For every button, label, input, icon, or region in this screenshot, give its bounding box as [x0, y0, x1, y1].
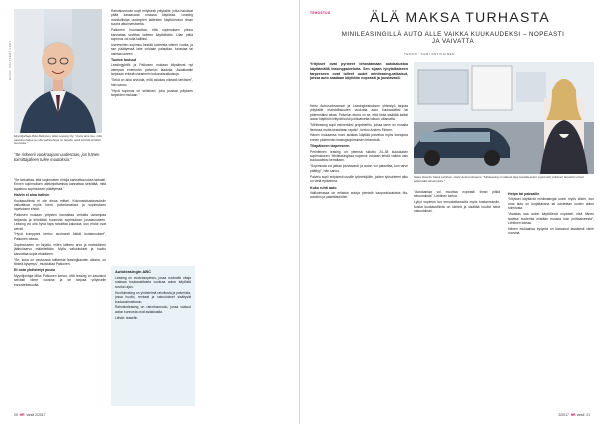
- right-column-2: [414, 190, 500, 406]
- issue-label: viesti 2/2017: [26, 413, 46, 417]
- paragraph: "Se, kuka on vastuussa laitteesta leasingkauden aikana, on tärkeä kysymys", muistuttaa Palkonen.: [14, 257, 106, 266]
- right-page: [300, 0, 600, 424]
- paragraph: Myyntijohtaja Mika Palkonen kertoo, että leasing on kasvanut selvästi viime vuosina ja se tarjoaa yritykselle ennustettavuutta.: [14, 273, 106, 287]
- portrait-illustration: [14, 9, 102, 133]
- info-box-title: Autoleasingin ABC: [115, 269, 152, 274]
- paragraph: "Sopimusta voi jatkaa joustavasti, ja auton voi palauttaa, kun tarve päättyy", hän sanoo.: [310, 164, 408, 173]
- subheading: Halvin ei aina hallvin: [14, 193, 50, 198]
- showroom-photo: [414, 62, 594, 174]
- section-tag: TEHOSTUS: [310, 11, 331, 15]
- paragraph: Palvelu sopii erityisesti uusille työntekijöille, joiden työsuhteen alku on vielä epävarma.: [310, 174, 408, 184]
- paragraph: Yritykset käyttävät minileasingia usein myös silloin, kun oma auto on korjattavana tai odotetaan uuden auton toimitusta.: [508, 197, 594, 211]
- paragraph: Lyhyt sopimus tuo ennustettavuutta myös kustannuksiin, koska kuukausihinta on kiinteä ja sisältää huollot sekä vakuutukset.: [414, 200, 500, 214]
- paragraph: Palkosen mukaan yritysten kannattaa vertailla useampaa tarjousta ja kiinnittää huomiota sopimuksen joustavuuteen. Leasing voi olla hyvä tapa rahoittaa kalustoa, kun ehdot ovat selvät.: [14, 213, 106, 231]
- left-column-3-blank: [198, 9, 290, 405]
- lead-text: MINILEASINGILLÄ AUTO ALLE VAIKKA KUUKAUDEKSI – NOPEASTI JA VAIVATTA: [341, 31, 565, 46]
- intro-paragraph: Yritykset ovat pyrineet tehostamaan autokalustoa käyttämällä leasingpalveluita. Sen sijaan lyhytaikaiseen tarpeeseen ovat tulleet uudet minileasing-ratkaisut, joissa auto saadaan käyttöön nopeasti ja joustavasti.: [310, 62, 408, 81]
- paragraph: Useimmiten sopimus kestää kolmesta viiteen vuotta, ja sen päättyessä laite voidaan palauttaa, lunastaa tai vaihtaa uuteen.: [111, 42, 193, 56]
- paragraph: "Hyvä kumppani kertoo avoimesti kaikki kustannukset", Palkonen toteaa.: [14, 232, 106, 241]
- info-box-body: [115, 276, 191, 400]
- paragraph: "Sekä on aika arvioida, mitä asiakas oikeasti tarvitsee", hän sanoo.: [111, 78, 193, 87]
- pull-quote: "Se riskeerii vuokraajaan uudestaan, jos hänen toimittajalleen tulee muutoksia.": [14, 152, 100, 163]
- paragraph: Sopimukseen on kirjattu, miten laitteen arvo ja mahdollinen jäännösarvo määritellään. Myös vakuutukset ja huolto kannattaa sopia etukäteen.: [14, 242, 106, 256]
- photo-caption: Sales Director Kaisa Lehtinen, Hertz Autovuokraamo: "Minileasing on kätevä tapa kokeilla auton sopivuutta yrityksen tarpeisiin ennen pidempää sitoutumista.": [414, 175, 585, 183]
- subheading: Helpo tai paksaille: [508, 192, 540, 196]
- paragraph: Palkonen huomauttaa, että sopimuksen pituus kannattaa sovittaa laitteen käyttöikään. Liian pitkä sopimus voi tulla kalliiksi.: [111, 28, 193, 41]
- subheading: Tuotos tuutuut: [111, 58, 137, 63]
- photo-caption: Myyntijohtaja Mika Palkonen, Eltel Leasing Oy: "Arvioi aina itse, mitä palvelua hakee ja mitä vaihtoehtoja on tarjolla, sekä kiinnitä ehtoihin huomiota.": [14, 134, 102, 146]
- paragraph: "Autokantaa voi muuttaa nopeasti ilman pitkiä sitoumuksia", Lehtinen kertoo.: [414, 190, 500, 199]
- paragraph: Kuukausihinta ei ole ainoa mittari. Kokonaiskustannuksiin vaikuttavat myös korot, palvelumaksut ja sopimuksen lopetuksen ehdot.: [14, 198, 106, 212]
- magazine-name: viesti: [576, 413, 585, 417]
- paragraph: Huoltoleasing on yhdistelmä rahoitusta ja palveluita, jossa huolto, renkaat ja vakuutukset sisältyvät kuukausimaksuun.: [115, 290, 191, 304]
- paragraph: "Se tarkoittaa, että sopimusten ehtoja kannattaa lukea tarkasti. Ennen sopimuksen allekirjoittamista kannattaa selvittää, mitä tapahtuu sopimuksen päättyessä.": [14, 178, 106, 191]
- paragraph: Hertz Autovuokraamon ja Leasingkeskuksen yhteistyö tarjoaa yrityksille mahdollisuuden vuokrata auto kuukaudeksi tai pidemmäksi aikaa. Palvelun etuna on se, että hinta sisältää kaikki auton käyttöön liittyvät kulut polttoainetta lukuun ottamatta.: [310, 104, 408, 122]
- left-footer: [14, 413, 46, 417]
- paragraph: Leasing on vuokrasopimus, jossa vuokralle ottaja maksaa kuukausittaista vuokraa auton käytöstä sovitun ajan.: [115, 276, 191, 289]
- page-number: 21: [586, 413, 590, 417]
- left-column-1: [14, 178, 106, 406]
- right-column-3: [508, 190, 594, 406]
- info-box: [111, 266, 195, 406]
- paragraph: "Minileasing sopii esimerkiksi projekteihin, joissa tarve on ennalta tiedossa mutta kestoltaan rajattu", kertoo Anders Ekbom.: [310, 123, 408, 132]
- source-note: Lähde: leasefin: [115, 315, 138, 320]
- paragraph: Hänen mukaansa kysyntä on kasvanut tasaisesti viime vuosina.: [508, 226, 594, 236]
- paragraph: Perinteinen leasing on yleensä sidottu 24–48 kuukauden sopimukseen. Minileasingissa sopimus voidaan tehdä vaikka vain kuukaudeksi kerrallaan.: [310, 149, 408, 163]
- byline: TEKSTI: SAMI ANTIKAINEN: [404, 52, 455, 56]
- right-column-1: [310, 104, 408, 404]
- page-number: 20: [14, 413, 18, 417]
- subheading: Tilapäiseen tarpeeseen: [310, 144, 350, 149]
- issue-label: 2/2017: [558, 413, 569, 417]
- portrait-photo: [14, 9, 102, 133]
- right-footer: [558, 413, 590, 417]
- paragraph: "Asiakas saa auton käyttöönsä nopeasti, eikä hänen tarvitse huolehtia mistään muusta kuin polttoaineesta", Lehtinen toteaa.: [508, 212, 594, 225]
- subheading: Koko ruhti auto: [310, 185, 337, 190]
- paragraph: Rahoitusmuoto sopii erityisesti yrityksille, jotka haluavat pitää kassavarat omassa käytössä. Leasing mahdollistaa uusimpien laitteiden käyttöönoton ilman suurta alkuinvestointia.: [111, 9, 193, 27]
- subheading: Et osta yhdistetyt puutu: [14, 268, 55, 273]
- left-column-2: [111, 9, 193, 261]
- photo-credit: KUVA: VALTTERI VIIRI: [8, 40, 12, 80]
- paragraph: Rahoitusleasing on rahoitusmuoto, jossa vastuut auton kunnosta ovat asiakkaalla.: [115, 305, 191, 314]
- magazine-logo: HR: [19, 413, 25, 417]
- paragraph: "Hyvä sopimus on sellainen, joka joustaa yrityksen tarpeiden mukaan.": [111, 88, 193, 97]
- magazine-logo: HR: [570, 413, 576, 417]
- paragraph: Hänen mukaansa moni asiakas käyttää palvelua myös koeajona ennen pidemmän leasingsopimuksen tekemistä.: [310, 133, 408, 142]
- headline: ÄLÄ MAKSA TURHASTA: [370, 9, 551, 25]
- paragraph: Leasingyhtiöt ja Palkosen mukaan kilpailevat nyt aiempaa enemmän palvelun laadulla. Asiakkaalle tarjotaan entistä useammin kokonaisratkaisuja.: [111, 63, 193, 77]
- paragraph: Valikoimassa on erilaisia autoja pienistä kaupunkiautoista tila-autoihin ja pakettiautoihin.: [310, 190, 408, 200]
- showroom-illustration: [414, 62, 594, 174]
